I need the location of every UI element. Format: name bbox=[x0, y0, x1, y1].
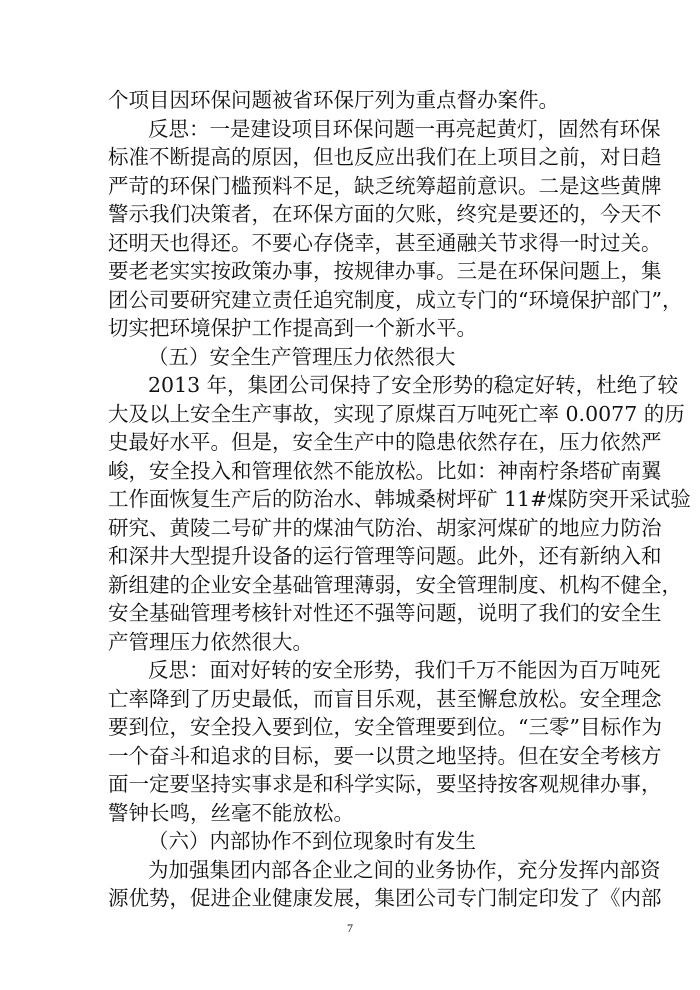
text-line: 一个奋斗和追求的目标，要一以贯之地坚持。但在安全考核方 bbox=[108, 743, 662, 768]
text-line: 产管理压力依然很大。 bbox=[108, 629, 313, 654]
text-line: 为加强集团内部各企业之间的业务协作，充分发挥内部资 bbox=[148, 857, 661, 882]
section-heading: （六）内部协作不到位现象时有发生 bbox=[148, 829, 476, 853]
text-line: 工作面恢复生产后的防治水、韩城桑树坪矿 11#煤防突开采试验 bbox=[108, 487, 691, 511]
text-line: 安全基础管理考核针对性还不强等问题，说明了我们的安全生 bbox=[108, 601, 662, 625]
text-line: 反思：一是建设项目环保问题一再亮起黄灯，固然有环保 bbox=[148, 116, 661, 141]
text-line: 还明天也得还。不要心存侥幸，甚至通融关节求得一时过关。 bbox=[108, 230, 662, 255]
text-line: 切实把环境保护工作提高到一个新水平。 bbox=[108, 316, 477, 340]
text-line: 要到位，安全投入要到位，安全管理要到位。“三零”目标作为 bbox=[108, 715, 662, 739]
text-line: 警示我们决策者，在环保方面的欠账，终究是要还的，今天不 bbox=[108, 202, 662, 226]
text-line: 严苛的环保门槛预料不足，缺乏统筹超前意识。二是这些黄牌 bbox=[108, 173, 662, 198]
text-line: 和深井大型提升设备的运行管理等问题。此外，还有新纳入和 bbox=[108, 544, 662, 568]
text-line: 新组建的企业安全基础管理薄弱，安全管理制度、机构不健全， bbox=[108, 572, 682, 597]
text-line: 峻，安全投入和管理依然不能放松。比如：神南柠条塔矿南翼 bbox=[108, 458, 662, 483]
text-line: 反思：面对好转的安全形势，我们千万不能因为百万吨死 bbox=[148, 658, 661, 682]
text-line: 要老老实实按政策办事，按规律办事。三是在环保问题上，集 bbox=[108, 259, 662, 283]
text-line: 大及以上安全生产事故，实现了原煤百万吨死亡率 0.0077 的历 bbox=[108, 401, 685, 426]
text-line: 亡率降到了历史最低，而盲目乐观，甚至懈怠放松。安全理念 bbox=[108, 686, 662, 711]
section-heading: （五）安全生产管理压力依然很大 bbox=[148, 344, 456, 369]
text-line: 个项目因环保问题被省环保厅列为重点督办案件。 bbox=[108, 88, 559, 112]
text-line: 标准不断提高的原因，但也反应出我们在上项目之前，对日趋 bbox=[108, 145, 662, 169]
text-line: 面一定要坚持实事求是和科学实际，要坚持按客观规律办事， bbox=[108, 772, 662, 796]
text-line: 源优势，促进企业健康发展，集团公司专门制定印发了《内部 bbox=[108, 886, 662, 910]
page-number: 7 bbox=[347, 920, 353, 935]
text-line: 警钟长鸣，丝毫不能放松。 bbox=[108, 800, 354, 825]
text-line: 2013 年，集团公司保持了安全形势的稳定好转，杜绝了较 bbox=[148, 373, 679, 397]
text-line: 团公司要研究建立责任追究制度，成立专门的“环境保护部门”， bbox=[108, 287, 683, 312]
text-line: 史最好水平。但是，安全生产中的隐患依然存在，压力依然严 bbox=[108, 430, 662, 454]
text-line: 研究、黄陵二号矿井的煤油气防治、胡家河煤矿的地应力防治 bbox=[108, 515, 662, 540]
